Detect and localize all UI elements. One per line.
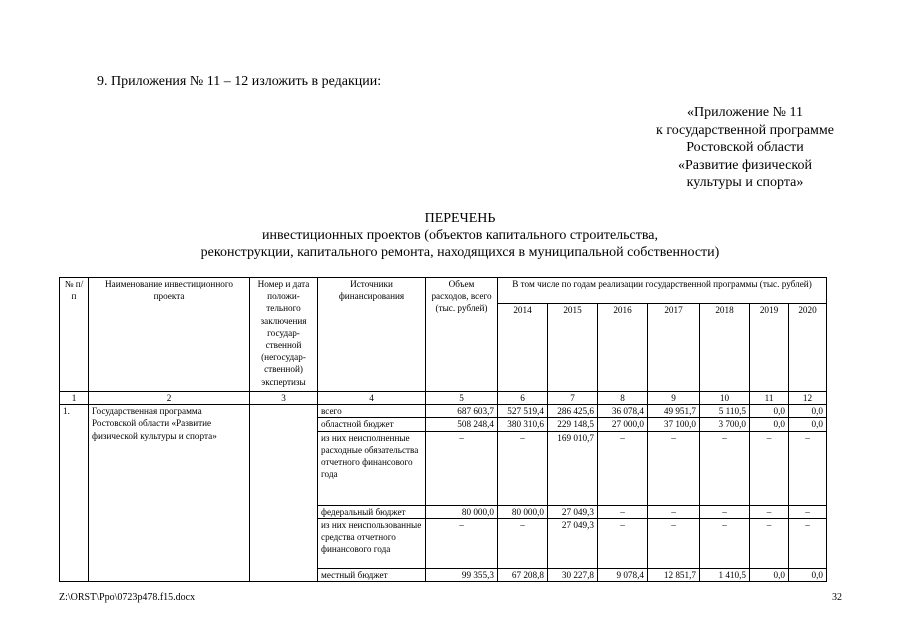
value-cell: 30 227,8 xyxy=(548,568,598,581)
appendix-line: Ростовской области xyxy=(686,140,804,155)
value-cell: – xyxy=(700,505,750,518)
value-cell: – xyxy=(426,518,498,568)
column-number-row xyxy=(60,392,827,405)
value-cell: 49 951,7 xyxy=(648,405,700,418)
column-number: 2 xyxy=(89,392,250,405)
source-cell: из них неисполненные расходные обязательства отчетного финансового года xyxy=(318,431,426,505)
source-cell: местный бюджет xyxy=(318,568,426,581)
page-number: 32 xyxy=(832,592,842,603)
value-cell: – xyxy=(648,505,700,518)
value-cell: 27 049,3 xyxy=(548,518,598,568)
value-cell: 0,0 xyxy=(750,418,789,431)
column-number: 4 xyxy=(318,392,426,405)
value-cell: 0,0 xyxy=(750,568,789,581)
column-number: 5 xyxy=(426,392,498,405)
value-cell: – xyxy=(648,518,700,568)
value-cell: 80 000,0 xyxy=(426,505,498,518)
value-cell: – xyxy=(750,431,789,505)
header-year: 2015 xyxy=(548,304,598,392)
value-cell: – xyxy=(750,518,789,568)
value-cell: 99 355,3 xyxy=(426,568,498,581)
value-cell: – xyxy=(426,431,498,505)
value-cell: – xyxy=(598,518,648,568)
source-cell: из них неиспользованные средства отчетного финансового года xyxy=(318,518,426,568)
appendix-line: культуры и спорта» xyxy=(686,175,804,190)
source-cell: федеральный бюджет xyxy=(318,505,426,518)
column-number: 12 xyxy=(789,392,827,405)
value-cell: 3 700,0 xyxy=(700,418,750,431)
value-cell: – xyxy=(700,431,750,505)
value-cell: – xyxy=(700,518,750,568)
value-cell: – xyxy=(789,518,827,568)
appendix-line: «Развитие физической xyxy=(678,157,812,173)
value-cell: – xyxy=(498,431,548,505)
column-number: 11 xyxy=(750,392,789,405)
value-cell: 687 603,7 xyxy=(426,405,498,418)
value-cell: 527 519,4 xyxy=(498,405,548,418)
project-number: 1. xyxy=(60,405,89,582)
value-cell: 0,0 xyxy=(789,418,827,431)
value-cell: 80 000,0 xyxy=(498,505,548,518)
appendix-line: к государственной программе xyxy=(656,122,834,138)
value-cell: 5 110,5 xyxy=(700,405,750,418)
title-heading: ПЕРЕЧЕНЬ xyxy=(424,211,496,226)
value-cell: 169 010,7 xyxy=(548,431,598,505)
title-subline: инвестиционных проектов (объектов капитального строительства, xyxy=(261,228,659,243)
project-expertise xyxy=(250,405,318,582)
file-path: Z:\ORST\Ppo\0723p478.f15.docx xyxy=(59,592,196,603)
header-years-group: В том числе по годам реализации государственной программы (тыс. рублей) xyxy=(498,278,827,304)
value-cell: 12 851,7 xyxy=(648,568,700,581)
value-cell: 36 078,4 xyxy=(598,405,648,418)
value-cell: 286 425,6 xyxy=(548,405,598,418)
column-number: 7 xyxy=(548,392,598,405)
value-cell: 0,0 xyxy=(789,568,827,581)
header-year: 2014 xyxy=(498,304,548,392)
table-header-row xyxy=(60,278,827,304)
value-cell: 9 078,4 xyxy=(598,568,648,581)
project-name: Государственная программа Ростовской области «Развитие физической культуры и спорта» xyxy=(89,405,250,582)
header-project-name: Наименование инвестиционного проекта xyxy=(89,278,250,392)
value-cell: 67 208,8 xyxy=(498,568,548,581)
column-number: 3 xyxy=(250,392,318,405)
value-cell: – xyxy=(598,505,648,518)
value-cell: 37 100,0 xyxy=(648,418,700,431)
investment-projects-table xyxy=(59,277,827,582)
header-volume: Объем расходов, всего (тыс. рублей) xyxy=(426,278,498,392)
header-year: 2019 xyxy=(750,304,789,392)
value-cell: – xyxy=(789,431,827,505)
header-year: 2020 xyxy=(789,304,827,392)
value-cell: – xyxy=(498,518,548,568)
column-number: 1 xyxy=(60,392,89,405)
header-num: № п/п xyxy=(60,278,89,392)
column-number: 9 xyxy=(648,392,700,405)
column-number: 8 xyxy=(598,392,648,405)
header-year: 2018 xyxy=(700,304,750,392)
intro-line: 9. Приложения № 11 – 12 изложить в редакции: xyxy=(97,74,382,89)
header-year: 2017 xyxy=(648,304,700,392)
value-cell: – xyxy=(598,431,648,505)
value-cell: – xyxy=(648,431,700,505)
value-cell: 0,0 xyxy=(750,405,789,418)
header-sources: Источники финансирования xyxy=(318,278,426,392)
value-cell: 27 000,0 xyxy=(598,418,648,431)
source-cell: областной бюджет xyxy=(318,418,426,431)
value-cell: 1 410,5 xyxy=(700,568,750,581)
header-year: 2016 xyxy=(598,304,648,392)
document-title xyxy=(150,210,770,261)
source-cell: всего xyxy=(318,405,426,418)
value-cell: 0,0 xyxy=(789,405,827,418)
value-cell: 27 049,3 xyxy=(548,505,598,518)
title-subline: реконструкции, капитального ремонта, находящихся в муниципальной собственности) xyxy=(200,245,720,260)
value-cell: – xyxy=(789,505,827,518)
column-number: 6 xyxy=(498,392,548,405)
appendix-line: «Приложение № 11 xyxy=(687,105,803,120)
value-cell: 380 310,6 xyxy=(498,418,548,431)
table-row xyxy=(60,405,827,418)
value-cell: 229 148,5 xyxy=(548,418,598,431)
column-number: 10 xyxy=(700,392,750,405)
value-cell: 508 248,4 xyxy=(426,418,498,431)
header-expertise: Номер и дата положи-тельного заключения государ-ственной (негосудар-ственной) экспертизы xyxy=(250,278,318,392)
value-cell: – xyxy=(750,505,789,518)
appendix-reference xyxy=(625,104,865,192)
